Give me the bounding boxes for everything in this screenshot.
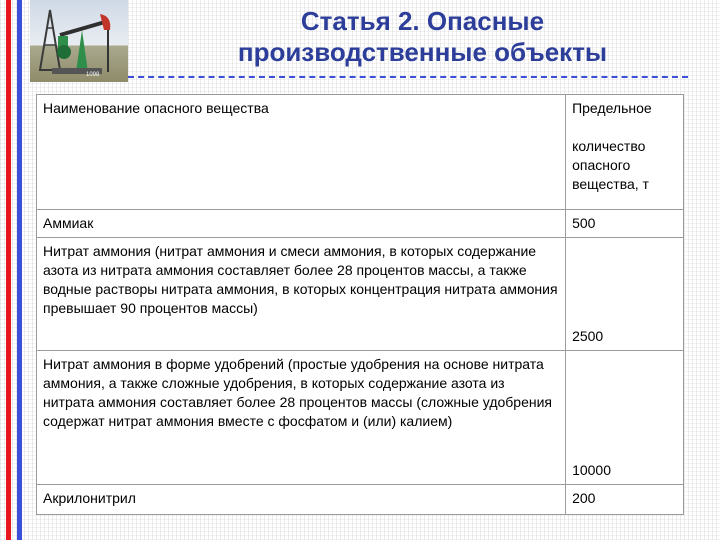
oil-pump-jack-icon: [30, 0, 128, 82]
table-row: [37, 210, 684, 238]
header-substance-name: Наименование опасного вещества: [37, 95, 566, 210]
left-red-stripe: [6, 0, 11, 540]
left-blue-stripe: [17, 0, 22, 540]
row-substance-name: Нитрат аммония в форме удобрений (простые удобрения на основе нитрата аммония, а также сложные удобрения, в которых содержание азота из нитрата аммония составляет более 28 процентов массы (сложные удобрения содержат нитрат аммония вместе с фосфатом и (или) калием): [37, 351, 566, 485]
header-threshold-quantity: [566, 95, 684, 210]
table-row: [37, 485, 684, 515]
title-divider: [128, 76, 688, 78]
row-substance-name: Акрилонитрил: [37, 485, 566, 515]
title-line-1: Статья 2. Опасные: [300, 6, 545, 36]
row-quantity: 200: [566, 485, 684, 515]
title-line-2: производственные объекты: [237, 37, 608, 67]
row-substance-name: Нитрат аммония (нитрат аммония и смеси аммония, в которых содержание азота из нитрата аммония составляет более 28 процентов массы, а также водные растворы нитрата аммония, в которых концентрация нитрата аммония превышает 90 процентов массы): [37, 238, 566, 351]
oil-pump-jack-photo: [30, 0, 128, 82]
row-quantity: 10000: [566, 351, 684, 485]
slide-title: [135, 6, 710, 68]
table-row: [37, 238, 684, 351]
table-row: [37, 351, 684, 485]
row-substance-name: Аммиак: [37, 210, 566, 238]
table-header-row: [37, 95, 684, 210]
photo-caption: 1098: [86, 72, 100, 78]
row-quantity: 2500: [566, 238, 684, 351]
header-qty-line1: Предельное: [572, 100, 652, 116]
row-quantity: 500: [566, 210, 684, 238]
hazardous-substances-table: [36, 94, 684, 515]
header-qty-line2: количество опасного вещества, т: [572, 138, 649, 192]
